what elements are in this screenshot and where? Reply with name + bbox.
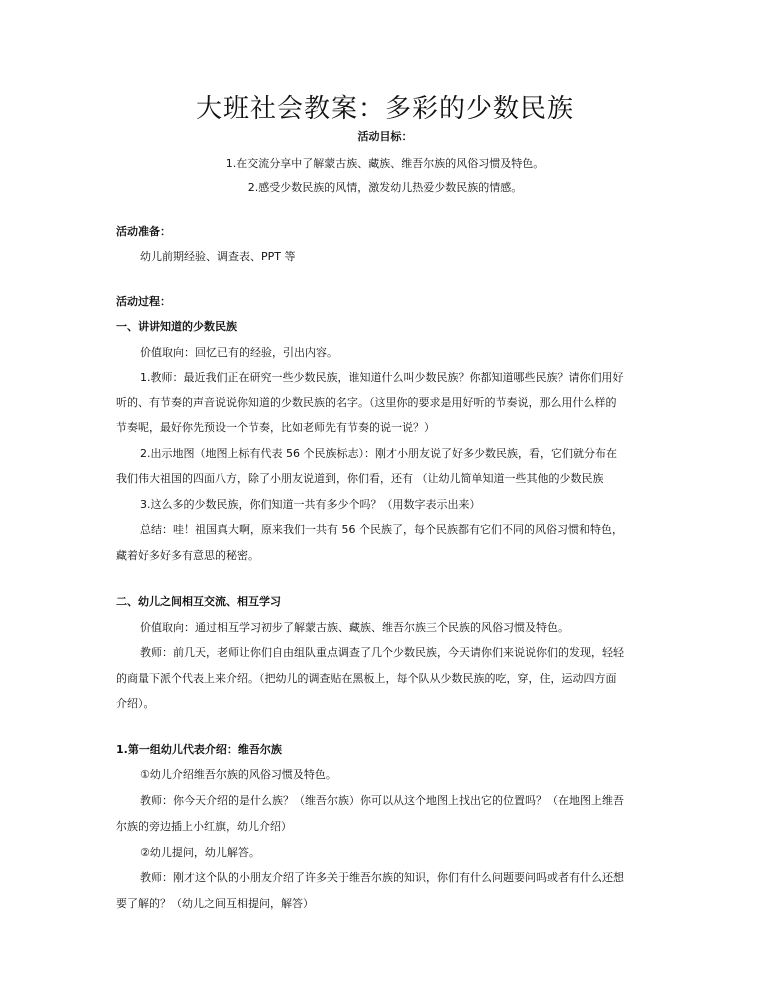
group1-teacher2-line2: 要了解的？（幼儿之间互相提问，解答） bbox=[116, 897, 314, 910]
group1-teacher1-line2: 尔族的旁边插上小红旗，幼儿介绍） bbox=[116, 820, 292, 833]
process-heading: 活动过程： bbox=[116, 295, 171, 308]
part1-summary-line2: 藏着好多好多有意思的秘密。 bbox=[116, 549, 259, 562]
prep-heading: 活动准备： bbox=[116, 225, 171, 238]
prep-text: 幼儿前期经验、调查表、PPT 等 bbox=[140, 250, 296, 263]
page-title: 大班社会教案：多彩的少数民族 bbox=[195, 94, 574, 124]
part2-teacher-line2: 的商量下派个代表上来介绍。（把幼儿的调查贴在黑板上，每个队从少数民族的吃，穿，住，运动四方面 bbox=[116, 672, 617, 685]
part1-p2-line2: 我们伟大祖国的四面八方，除了小朋友说道到，你们看，还有 （让幼儿简单知道一些其他的少数民族 bbox=[116, 472, 604, 485]
group1-step2: ②幼儿提问，幼儿解答。 bbox=[140, 846, 260, 859]
part1-summary-line1: 总结：哇！祖国真大啊，原来我们一共有 56 个民族了，每个民族都有它们不同的风俗习惯和特色， bbox=[140, 523, 623, 536]
part2-teacher-line1: 教师：前几天，老师让你们自由组队重点调查了几个少数民族，今天请你们来说说你们的发现，轻轻 bbox=[140, 646, 624, 659]
part1-p1-line1: 1.教师：最近我们正在研究一些少数民族，谁知道什么叫少数民族？你都知道哪些民族？请你们用好 bbox=[140, 371, 624, 384]
group1-step1: ①幼儿介绍维吾尔族的风俗习惯及特色。 bbox=[140, 768, 337, 781]
part2-value: 价值取向：通过相互学习初步了解蒙古族、藏族、维吾尔族三个民族的风俗习惯及特色。 bbox=[140, 621, 569, 634]
part1-value: 价值取向：回忆已有的经验，引出内容。 bbox=[140, 346, 338, 359]
part1-p1-line2: 听的、有节奏的声音说说你知道的少数民族的名字。（这里你的要求是用好听的节奏说，那么用什么样的 bbox=[116, 396, 617, 409]
part2-heading: 二、幼儿之间相互交流、相互学习 bbox=[116, 595, 281, 608]
group1-heading: 1.第一组幼儿代表介绍：维吾尔族 bbox=[116, 743, 282, 756]
part1-heading: 一、讲讲知道的少数民族 bbox=[116, 320, 237, 333]
part2-teacher-line3: 介绍）。 bbox=[116, 697, 155, 710]
goal-item-1: 1.在交流分享中了解蒙古族、藏族、维吾尔族的风俗习惯及特色。 bbox=[225, 157, 545, 170]
group1-teacher2-line1: 教师：刚才这个队的小朋友介绍了许多关于维吾尔族的知识，你们有什么问题要问吗或者有什么还想 bbox=[140, 871, 624, 884]
part1-p1-line3: 节奏呢，最好你先预设一个节奏，比如老师先有节奏的说一说？） bbox=[116, 421, 435, 434]
part1-p3: 3.这么多的少数民族，你们知道一共有多少个吗？（用数字表示出来） bbox=[140, 498, 481, 511]
group1-teacher1-line1: 教师：你今天介绍的是什么族？（维吾尔族）你可以从这个地图上找出它的位置吗？（在地图上维吾 bbox=[140, 794, 624, 807]
goals-heading: 活动目标： bbox=[357, 130, 413, 143]
part1-p2-line1: 2.出示地图（地图上标有代表 56 个民族标志）：刚才小朋友说了好多少数民族，看，它们就分布在 bbox=[140, 447, 617, 460]
goal-item-2: 2.感受少数民族的风情，激发幼儿热爱少数民族的情感。 bbox=[247, 181, 523, 194]
